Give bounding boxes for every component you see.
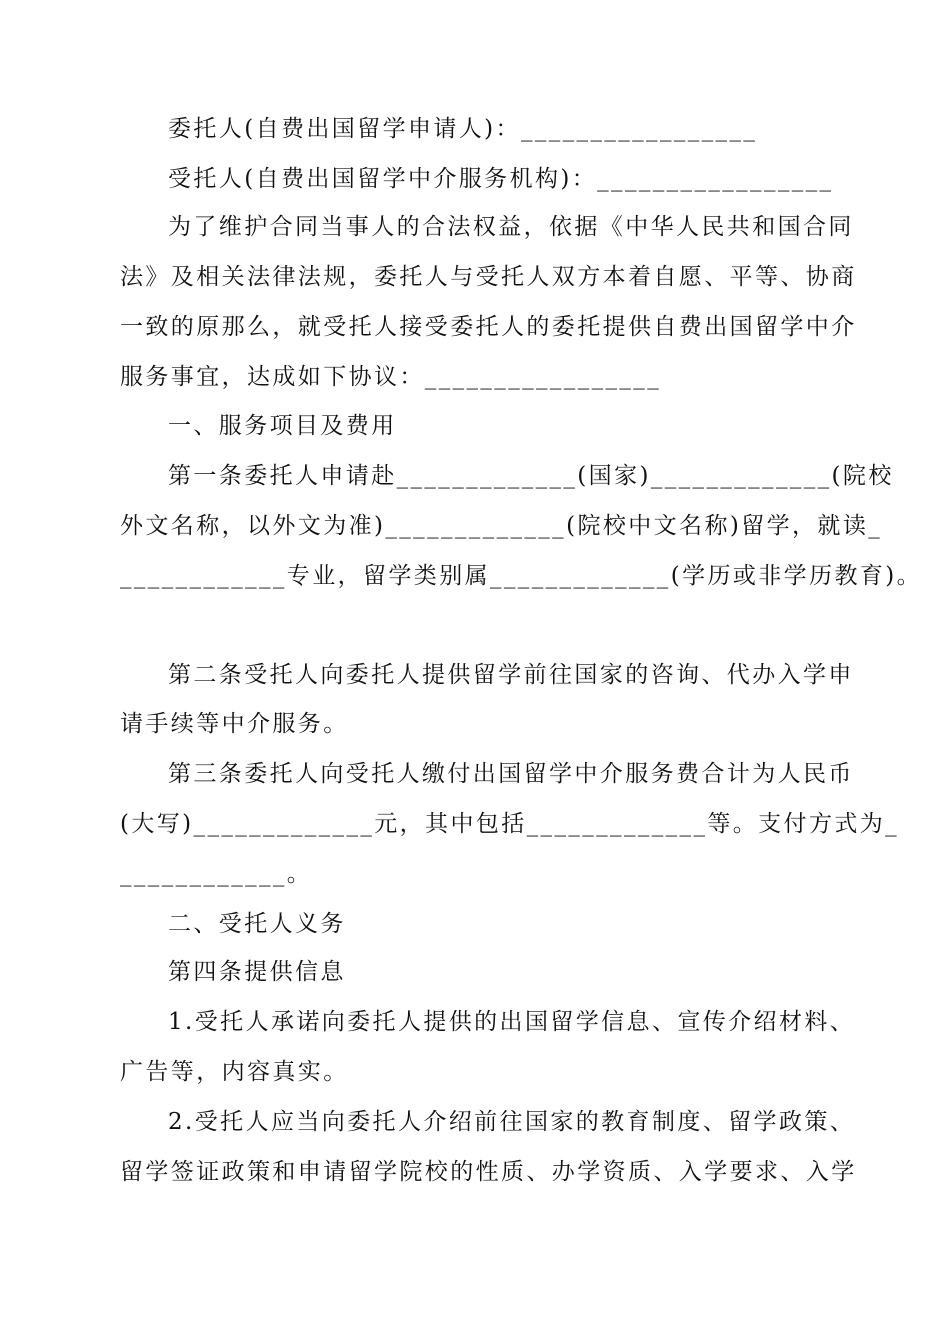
paragraph-line: 请手续等中介服务。 [120,711,349,737]
paragraph-line: (大写)_____________元，其中包括_____________等。支付方式为_ [120,811,900,837]
paragraph-line: 留学签证政策和申请留学院校的性质、办学资质、入学要求、入学 [120,1159,857,1185]
paragraph-line: ____________。 [120,861,313,887]
article-heading: 第四条提供信息 [168,959,346,985]
paragraph-line: 第二条受托人向委托人提供留学前往国家的咨询、代办入学申 [168,662,854,688]
client-line: 委托人(自费出国留学申请人)：_________________ [168,116,758,142]
paragraph-line: 为了维护合同当事人的合法权益，依据《中华人民共和国合同 [168,214,854,240]
paragraph-line: 外文名称，以外文为准)_____________(院校中文名称)留学，就读_ [120,513,883,539]
paragraph-line: 法》及相关法律法规，委托人与受托人双方本着自愿、平等、协商 [120,264,857,290]
paragraph-line: ____________专业，留学类别属_____________(学历或非学历教育)。 [120,563,923,589]
section-heading: 二、受托人义务 [168,911,346,937]
paragraph-line: 第三条委托人向受托人缴付出国留学中介服务费合计为人民币 [168,761,854,787]
section-heading: 一、服务项目及费用 [168,413,397,439]
paragraph-line: 一致的原那么，就受托人接受委托人的委托提供自费出国留学中介 [120,314,857,340]
paragraph-line: 服务事宜，达成如下协议：_________________ [120,364,662,390]
paragraph-line: 1.受托人承诺向委托人提供的出国留学信息、宣传介绍材料、 [168,1009,856,1035]
paragraph-line: 第一条委托人申请赴_____________(国家)_____________(院校 [168,463,894,489]
agent-line: 受托人(自费出国留学中介服务机构)：_________________ [168,166,834,192]
paragraph-line: 广告等，内容真实。 [120,1059,349,1085]
paragraph-line: 2.受托人应当向委托人介绍前往国家的教育制度、留学政策、 [168,1109,856,1135]
